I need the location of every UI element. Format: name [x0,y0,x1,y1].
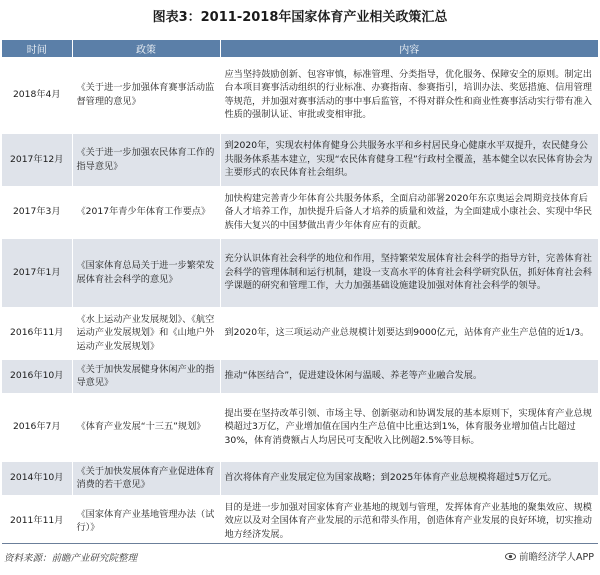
row-content: 应当坚持鼓励创新、包容审慎，标准管理、分类指导，优化服务、保障安全的原则。制定出台本项目赛事活动组织的行业标准、办赛指南、参赛指引，培训办法、奖惩措施、信用管理等规范，并加强对赛事活动的事中事后监管，不得对群众性和商业性赛事活动实行带有准入性质的强制认证、审批或变相审批。 [220,57,598,133]
table-row [2,238,598,307]
table-row [2,495,598,547]
table-row [2,461,598,495]
row-content: 首次将体育产业发展定位为国家战略；到2025年体育产业总规模将超过5万亿元。 [220,461,598,495]
table-row [2,133,598,186]
row-time: 2011年11月 [2,495,72,547]
table-header-row [2,40,598,57]
row-policy: 《水上运动产业发展规划》、《航空运动产业发展规划》和《山地户外运动产业发展规划》 [72,307,220,359]
row-content: 目的是进一步加强对国家体育产业基地的规划与管理，发挥体育产业基地的聚集效应、规模效应以及对全国体育产业发展的示范和带头作用，创造体育产业发展的良好环境，切实推动地方经济发展。 [220,495,598,547]
row-policy: 《国家体育总局关于进一步繁荣发展体育社会科学的意见》 [72,238,220,307]
row-content: 到2020年，实现农村体育健身公共服务水平和乡村居民身心健康水平双提升，农民健身公共服务体系基本建立，实现“农民体育健身工程”行政村全覆盖，基本健全以农民体育协会为主要形式的农民体育社会组织。 [220,133,598,186]
figure-title: 图表3：2011-2018年国家体育产业相关政策汇总 [152,10,448,25]
row-content: 推动“体医结合”，促进建设休闲与温暖、养老等产业融合发展。 [220,359,598,393]
row-time: 2016年11月 [2,307,72,359]
row-content: 提出要在坚持改革引领、市场主导、创新驱动和协调发展的基本原则下，实现体育产业总规模超过3万亿，产业增加值在国内生产总值中比重达到1%，体育服务业增加值占比超过30%，体育消费额占人均居民可支配收入比例超2.5%等目标。 [220,393,598,461]
eye-logo-icon [505,551,516,562]
row-policy: 《关于进一步加强体育赛事活动监督管理的意见》 [72,57,220,133]
header-time: 时间 [2,40,72,57]
table-row [2,186,598,238]
header-content: 内容 [220,40,598,57]
row-time: 2018年4月 [2,57,72,133]
brand-watermark [505,549,594,563]
row-time: 2017年1月 [2,238,72,307]
row-content: 加快构建完善青少年体育公共服务体系，全面启动部署2020年东京奥运会周期竞技体育后备人才培养工作，加快提升后备人才培养的质量和效益，为全面建成小康社会、实现中华民族伟大复兴的中国梦做出青少年体育应有的贡献。 [220,186,598,238]
table-row [2,359,598,393]
source-note: 资料来源：前瞻产业研究院整理 [4,553,138,564]
row-time: 2016年10月 [2,359,72,393]
table-row [2,393,598,461]
row-policy: 《关于加快发展体育产业促进体育消费的若干意见》 [72,461,220,495]
row-content: 到2020年，这三项运动产业总规模计划要达到9000亿元，站体育产业生产总值的近1/3。 [220,307,598,359]
row-policy: 《关于加快发展健身休闲产业的指导意见》 [72,359,220,393]
row-policy: 《体育产业发展“十三五”规划》 [72,393,220,461]
row-policy: 《关于进一步加强农民体育工作的指导意见》 [72,133,220,186]
row-content: 充分认识体育社会科学的地位和作用，坚持繁荣发展体育社会科学的指导方针，完善体育社会科学的管理体制和运行机制，建设一支高水平的体育社会科学研究队伍，抓好体育社会科学课题的研究和管理工作，大力加强基础设施建设加强对体育社会科学的领导。 [220,238,598,307]
bottom-rule [2,543,598,544]
table-row [2,307,598,359]
row-policy: 《国家体育产业基地管理办法（试行）》 [72,495,220,547]
brand-text: 前瞻经济学人APP [519,552,594,563]
table-row [2,57,598,133]
row-time: 2016年7月 [2,393,72,461]
policy-table [2,40,598,548]
header-policy: 政策 [72,40,220,57]
row-time: 2017年12月 [2,133,72,186]
row-time: 2014年10月 [2,461,72,495]
row-policy: 《2017年青少年体育工作要点》 [72,186,220,238]
row-time: 2017年3月 [2,186,72,238]
